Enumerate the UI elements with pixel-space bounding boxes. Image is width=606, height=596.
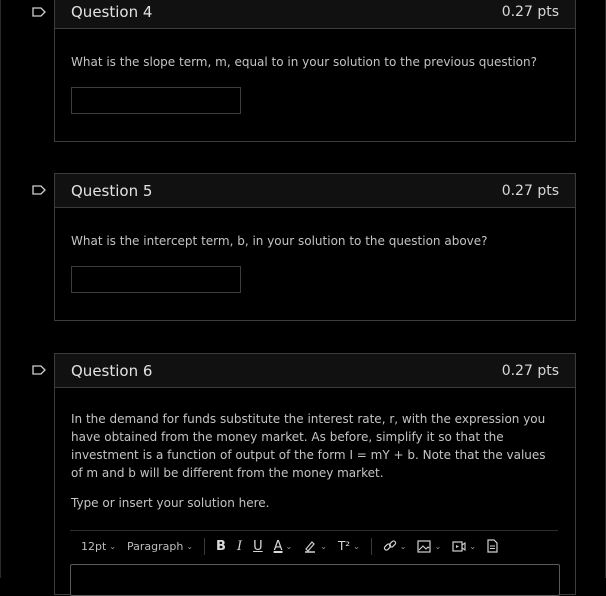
question-4-points: 0.27 pts <box>501 3 559 20</box>
document-icon <box>487 539 498 553</box>
question-5-header <box>55 174 575 208</box>
text-color-button[interactable] <box>274 539 293 554</box>
question-6-header <box>55 354 575 388</box>
chevron-down-icon: ⌄ <box>469 541 476 551</box>
question-4-header <box>55 0 575 29</box>
chevron-down-icon: ⌄ <box>186 541 194 551</box>
question-6-title: Question 6 <box>71 361 153 380</box>
image-icon <box>417 540 431 553</box>
block-format-select[interactable] <box>127 540 193 553</box>
flag-question-6-icon[interactable] <box>32 365 46 375</box>
link-button[interactable] <box>383 539 407 553</box>
font-size-select[interactable] <box>81 540 116 553</box>
window-edge-left <box>0 0 1 578</box>
flag-question-4-icon[interactable] <box>32 7 46 17</box>
media-button[interactable] <box>452 540 476 553</box>
superscript-button[interactable] <box>338 539 360 553</box>
editor-toolbar <box>70 530 558 561</box>
chevron-down-icon: ⌄ <box>109 541 116 551</box>
question-5-title: Question 5 <box>71 181 153 200</box>
toolbar-divider <box>371 538 372 555</box>
question-4-prompt: What is the slope term, m, equal to in your solution to the previous question? <box>71 55 537 69</box>
media-icon <box>452 540 466 553</box>
question-4-card <box>54 0 576 142</box>
question-6-prompt: In the demand for funds substitute the interest rate, r, with the expression you have obtained from the money market. As before, simplify it so that the investment is a function of output of the form I = mY + b. Note that the values of m and b will be different from the money market. <box>71 412 546 480</box>
rich-text-editor-area[interactable] <box>70 564 560 596</box>
block-format-value: Paragraph <box>127 539 184 553</box>
link-icon <box>383 539 397 553</box>
question-5-points: 0.27 pts <box>501 182 559 199</box>
question-6-points: 0.27 pts <box>501 362 559 379</box>
chevron-down-icon: ⌄ <box>285 541 293 551</box>
chevron-down-icon: ⌄ <box>320 541 327 551</box>
bold-button[interactable]: B <box>216 538 226 554</box>
toolbar-divider <box>204 538 205 555</box>
chevron-down-icon: ⌄ <box>434 541 442 551</box>
chevron-down-icon: ⌄ <box>353 541 360 551</box>
highlighter-icon <box>303 539 317 553</box>
question-5-card <box>54 173 576 321</box>
flag-question-5-icon[interactable] <box>32 185 46 195</box>
font-size-value: 12pt <box>81 539 107 553</box>
italic-button[interactable]: I <box>236 538 243 554</box>
question-5-answer-input[interactable] <box>71 266 241 293</box>
image-button[interactable] <box>417 540 441 553</box>
text-color-icon: A <box>273 538 283 554</box>
question-5-prompt: What is the intercept term, b, in your solution to the question above? <box>71 234 488 248</box>
question-4-answer-input[interactable] <box>71 87 241 114</box>
question-6-instruction: Type or insert your solution here. <box>71 496 270 510</box>
highlight-color-button[interactable] <box>303 539 327 553</box>
underline-button[interactable]: U <box>253 538 263 554</box>
document-button[interactable] <box>487 539 498 553</box>
superscript-icon: T² <box>337 539 351 553</box>
question-4-title: Question 4 <box>71 2 153 21</box>
chevron-down-icon: ⌄ <box>399 541 407 551</box>
